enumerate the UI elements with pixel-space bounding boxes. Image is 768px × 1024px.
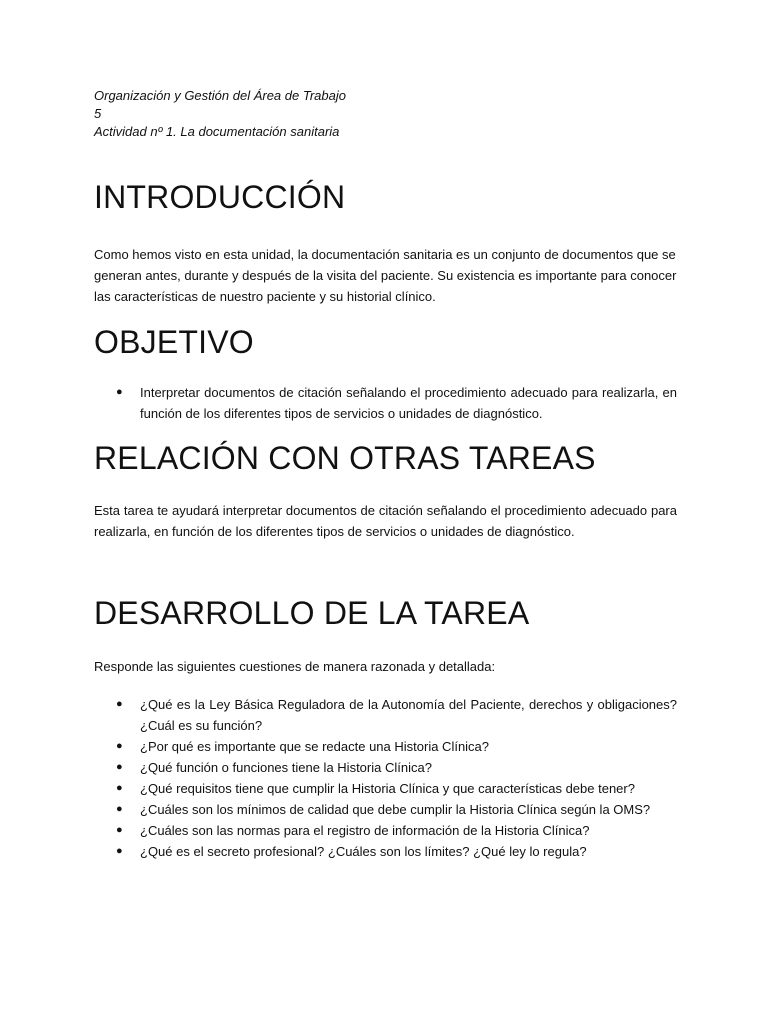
header-activity-title: Actividad nº 1. La documentación sanitaria <box>94 124 340 139</box>
header-course-title: Organización y Gestión del Área de Trabajo <box>94 88 346 103</box>
list-item <box>94 799 677 820</box>
bullet-icon: ● <box>116 782 123 794</box>
list-item-text: ¿Por qué es importante que se redacte una Historia Clínica? <box>140 739 490 754</box>
list-item-text: ¿Qué función o funciones tiene la Historia Clínica? <box>140 760 432 775</box>
section-text-desarrollo: Responde las siguientes cuestiones de manera razonada y detallada: <box>94 659 496 674</box>
list-item <box>94 757 677 778</box>
list-item <box>94 820 677 841</box>
list-item <box>94 736 677 757</box>
section-title-introduccion: INTRODUCCIÓN <box>94 179 346 215</box>
bullet-icon: ● <box>116 824 123 836</box>
bullet-icon: ● <box>116 740 123 752</box>
section-title-objetivo: OBJETIVO <box>94 324 254 360</box>
list-item-text: ¿Cuáles son los mínimos de calidad que debe cumplir la Historia Clínica según la OMS? <box>140 802 651 817</box>
bullet-icon: ● <box>116 386 123 398</box>
list-item-text: Interpretar documentos de citación señalando el procedimiento adecuado para realizarla, en función de los diferentes tipos de servicios o unidades de diagnóstico. <box>140 385 677 421</box>
bullet-icon: ● <box>116 803 123 815</box>
section-title-relacion: RELACIÓN CON OTRAS TAREAS <box>94 440 596 476</box>
list-item <box>94 694 677 736</box>
list-item-text: ¿Cuáles son las normas para el registro de información de la Historia Clínica? <box>140 823 590 838</box>
list-item-text: ¿Qué es el secreto profesional? ¿Cuáles son los límites? ¿Qué ley lo regula? <box>140 844 587 859</box>
section-text-relacion: Esta tarea te ayudará interpretar documentos de citación señalando el procedimiento adecuado para realizarla, en función de los diferentes tipos de servicios o unidades de diagnóstico. <box>94 503 677 539</box>
questions-list <box>94 694 677 862</box>
bullet-icon: ● <box>116 698 123 710</box>
list-item <box>94 382 677 424</box>
list-item <box>94 841 677 862</box>
bullet-icon: ● <box>116 761 123 773</box>
objetivo-list <box>94 382 677 424</box>
document-header <box>94 87 677 141</box>
list-item-text: ¿Qué es la Ley Básica Reguladora de la Autonomía del Paciente, derechos y obligaciones? ¿Cuál es su función? <box>140 697 677 733</box>
list-item-text: ¿Qué requisitos tiene que cumplir la Historia Clínica y que características debe tener? <box>140 781 635 796</box>
list-item <box>94 778 677 799</box>
header-unit-number: 5 <box>94 106 102 121</box>
section-title-desarrollo: DESARROLLO DE LA TAREA <box>94 595 530 631</box>
bullet-icon: ● <box>116 845 123 857</box>
section-text-introduccion: Como hemos visto en esta unidad, la documentación sanitaria es un conjunto de documentos que se generan antes, durante y después de la visita del paciente. Su existencia es importante para conocer las características de nuestro paciente y su historial clínico. <box>94 247 677 304</box>
